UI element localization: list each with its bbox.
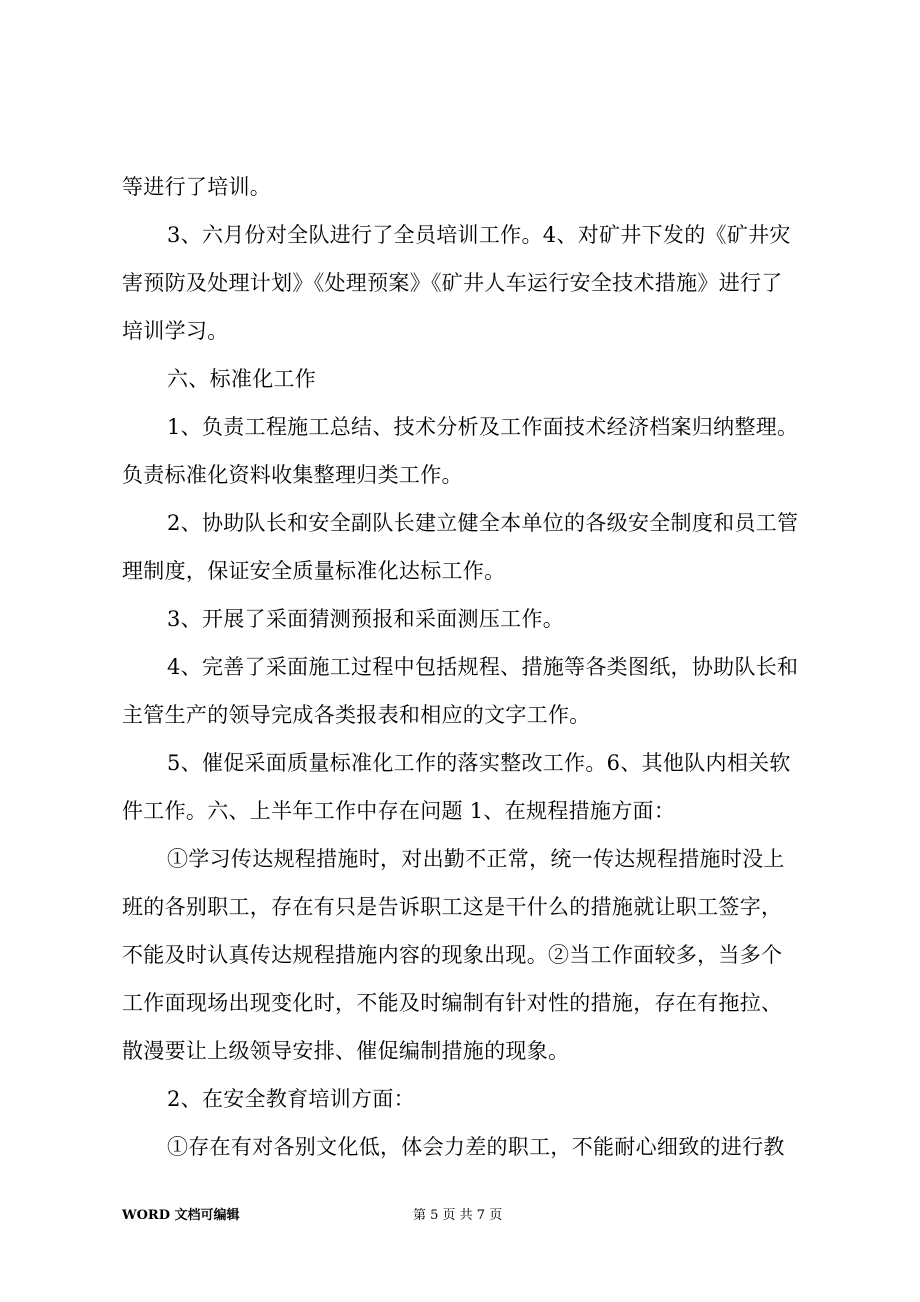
text-line: 不能及时认真传达规程措施内容的现象出现。②当工作面较多，当多个 <box>122 943 783 967</box>
text-line: 5、催促采面质量标准化工作的落实整改工作。6、其他队内相关软 <box>167 751 791 775</box>
text-line: 主管生产的领导完成各类报表和相应的文字工作。 <box>122 703 591 727</box>
text-line: 1、负责工程施工总结、技术分析及工作面技术经济档案归纳整理。 <box>167 415 799 439</box>
text-line: 2、协助队长和安全副队长建立健全本单位的各级安全制度和员工管 <box>167 511 799 535</box>
text-line: 件工作。六、上半年工作中存在问题 1、在规程措施方面： <box>122 799 676 823</box>
text-line: 工作面现场出现变化时，不能及时编制有针对性的措施，存在有拖拉、 <box>122 991 783 1015</box>
text-line: 等进行了培训。 <box>122 175 272 199</box>
text-line: 害预防及处理计划》《处理预案》《矿井人车运行安全技术措施》进行了 <box>122 271 783 295</box>
text-line: 培训学习。 <box>122 319 229 343</box>
text-line: 3、开展了采面猜测预报和采面测压工作。 <box>167 607 565 631</box>
text-line: ①存在有对各别文化低，体会力差的职工，不能耐心细致的进行教 <box>167 1135 785 1159</box>
text-line: 六、标准化工作 <box>167 367 317 391</box>
text-line: ①学习传达规程措施时，对出勤不正常，统一传达规程措施时没上 <box>167 847 785 871</box>
text-line: 4、完善了采面施工过程中包括规程、措施等各类图纸，协助队长和 <box>167 655 799 679</box>
document-body <box>122 163 812 1171</box>
text-line: 2、在安全教育培训方面： <box>167 1087 415 1111</box>
footer-page-number: 第 5 页 共 7 页 <box>413 1208 503 1223</box>
text-line: 3、六月份对全队进行了全员培训工作。4、对矿井下发的《矿井灾 <box>167 223 791 247</box>
text-line: 班的各别职工，存在有只是告诉职工这是干什么的措施就让职工签字， <box>122 895 783 919</box>
text-line: 理制度，保证安全质量标准化达标工作。 <box>122 559 506 583</box>
text-line: 负责标准化资料收集整理归类工作。 <box>122 463 463 487</box>
footer-editable-label: WORD 文档可编辑 <box>122 1208 240 1223</box>
text-line: 散漫要让上级领导安排、催促编制措施的现象。 <box>122 1039 570 1063</box>
